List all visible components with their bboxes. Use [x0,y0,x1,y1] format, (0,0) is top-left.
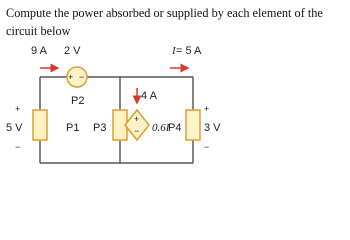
voltage-label-3v: 3 V [204,122,221,134]
p4-minus: − [204,142,210,152]
dependent-source-minus: − [134,126,140,136]
element-label-p3: P3 [93,122,107,134]
p2-minus: − [79,72,85,82]
dependent-source-plus: + [134,114,140,124]
current-label-5a: = 5 A [176,45,202,57]
element-label-p1: P1 [66,122,80,134]
current-variable-i: I [172,45,176,57]
current-label-4a: 4 A [141,90,157,102]
p1-plus: + [15,104,21,114]
current-label-9a: 9 A [31,45,47,57]
voltage-label-5v: 5 V [6,122,23,134]
element-p4 [186,110,200,140]
dependent-source [125,110,149,140]
p4-plus: + [204,104,210,114]
p2-plus: + [68,72,74,82]
element-label-p2: P2 [71,95,85,107]
p1-minus: − [15,142,21,152]
question-text: Compute the power absorbed or supplied by each element of the circuit below [6,6,323,38]
element-p1 [33,110,47,140]
element-p2 [67,67,87,87]
voltage-label-2v: 2 V [64,45,81,57]
dependent-source-label: 0.6I [152,122,170,134]
element-label-p4: P4 [168,122,182,134]
